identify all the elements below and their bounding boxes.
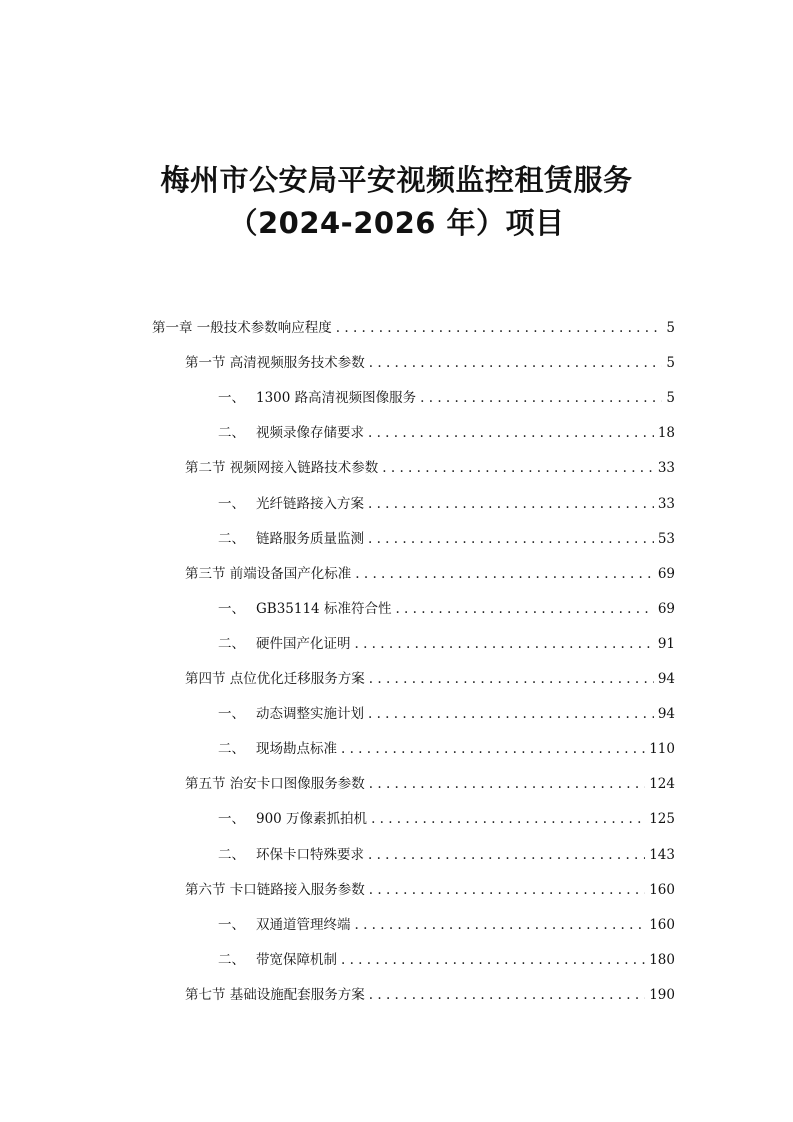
toc-entry-text: 硬件国产化证明 bbox=[256, 635, 351, 652]
toc-entry-page-number: 160 bbox=[649, 916, 675, 933]
toc-leader-dots bbox=[369, 985, 645, 1005]
toc-entry-page-number: 69 bbox=[657, 565, 675, 582]
toc-entry-label bbox=[218, 950, 341, 970]
toc-entry-page-number: 125 bbox=[649, 811, 675, 828]
toc-entry-text: 环保卡口特殊要求 bbox=[256, 846, 364, 863]
toc-entry-text: 第六节 卡口链路接入服务参数 bbox=[185, 881, 365, 898]
toc-entry-page-number: 143 bbox=[649, 846, 675, 863]
toc-entry[interactable] bbox=[218, 950, 675, 970]
toc-entry-text: 双通道管理终端 bbox=[256, 916, 351, 933]
toc-entry-label bbox=[185, 880, 369, 900]
toc-entry-page-number: 110 bbox=[649, 741, 675, 758]
toc-leader-dots bbox=[336, 318, 663, 338]
toc-entry-text: 第三节 前端设备国产化标准 bbox=[185, 565, 352, 582]
toc-entry-page-number: 190 bbox=[649, 986, 675, 1003]
toc-entry[interactable] bbox=[218, 634, 675, 654]
toc-entry-label bbox=[218, 423, 368, 443]
toc-entry-page-number: 124 bbox=[649, 776, 675, 793]
toc-entry-label bbox=[218, 915, 355, 935]
toc-entry[interactable] bbox=[218, 809, 675, 829]
toc-entry[interactable] bbox=[185, 458, 675, 478]
toc-entry-page-number: 5 bbox=[666, 320, 675, 336]
toc-leader-dots bbox=[395, 599, 653, 619]
toc-entry-text: 带宽保障机制 bbox=[256, 951, 337, 968]
toc-entry[interactable] bbox=[218, 494, 675, 514]
toc-leader-dots bbox=[368, 529, 654, 549]
toc-entry-label bbox=[185, 458, 382, 478]
toc-leader-dots bbox=[368, 704, 654, 724]
toc-entry[interactable] bbox=[218, 915, 675, 935]
toc-entry[interactable] bbox=[218, 739, 675, 759]
toc-entry[interactable] bbox=[185, 353, 675, 373]
toc-entry-number: 二、 bbox=[218, 741, 245, 758]
toc-entry-text: 第四节 点位优化迁移服务方案 bbox=[185, 671, 365, 687]
toc-entry-label bbox=[218, 599, 395, 619]
toc-entry-text: 第二节 视频网接入链路技术参数 bbox=[185, 460, 379, 477]
toc-entry[interactable] bbox=[218, 423, 675, 443]
toc-leader-dots bbox=[368, 845, 645, 865]
toc-entry[interactable] bbox=[152, 318, 675, 338]
toc-entry-label bbox=[185, 669, 369, 689]
toc-entry-page-number: 33 bbox=[657, 460, 675, 477]
document-title-line-1: 梅州市公安局平安视频监控租赁服务 bbox=[160, 163, 633, 197]
toc-entry-page-number: 5 bbox=[666, 355, 675, 372]
toc-entry-text: 1300 路高清视频图像服务 bbox=[256, 390, 417, 407]
toc-entry-number: 一、 bbox=[218, 916, 245, 933]
toc-entry-page-number: 33 bbox=[657, 495, 675, 512]
toc-entry-page-number: 94 bbox=[657, 671, 675, 687]
toc-entry-number: 一、 bbox=[218, 600, 245, 617]
toc-leader-dots bbox=[369, 880, 645, 900]
toc-leader-dots bbox=[355, 634, 654, 654]
toc-leader-dots bbox=[420, 388, 662, 408]
toc-entry-page-number: 94 bbox=[657, 706, 675, 723]
toc-leader-dots bbox=[355, 915, 646, 935]
toc-leader-dots bbox=[382, 458, 654, 478]
toc-entry-text: 动态调整实施计划 bbox=[256, 706, 364, 723]
toc-entry-label bbox=[185, 353, 369, 373]
document-title-line-2: （2024-2026 年）项目 bbox=[228, 206, 565, 240]
toc-entry-text: 第一节 高清视频服务技术参数 bbox=[185, 355, 365, 372]
toc-entry-page-number: 91 bbox=[657, 635, 675, 652]
toc-entry-page-number: 53 bbox=[657, 530, 675, 547]
toc-entry-number: 一、 bbox=[218, 706, 245, 723]
toc-entry[interactable] bbox=[218, 529, 675, 549]
toc-entry-number: 二、 bbox=[218, 846, 245, 863]
toc-entry-label bbox=[218, 739, 341, 759]
toc-entry-number: 一、 bbox=[218, 495, 245, 512]
toc-leader-dots bbox=[341, 739, 645, 759]
toc-entry-text: 光纤链路接入方案 bbox=[256, 495, 364, 512]
toc-entry-label bbox=[218, 634, 355, 654]
toc-entry-label bbox=[218, 494, 368, 514]
toc-leader-dots bbox=[368, 423, 654, 443]
toc-entry-text: 第五节 治安卡口图像服务参数 bbox=[185, 776, 365, 793]
toc-entry-label bbox=[218, 809, 371, 829]
toc-entry-label bbox=[152, 318, 336, 338]
toc-entry-number: 二、 bbox=[218, 951, 245, 968]
toc-leader-dots bbox=[369, 353, 663, 373]
toc-leader-dots bbox=[369, 669, 654, 689]
toc-entry-page-number: 69 bbox=[657, 600, 675, 617]
toc-entry-label bbox=[218, 845, 368, 865]
toc-entry[interactable] bbox=[218, 845, 675, 865]
toc-entry[interactable] bbox=[185, 669, 675, 689]
toc-entry-label bbox=[218, 388, 420, 408]
toc-entry-label bbox=[185, 985, 369, 1005]
toc-entry-label bbox=[218, 529, 368, 549]
toc-entry[interactable] bbox=[218, 388, 675, 408]
toc-entry-text: 链路服务质量监测 bbox=[256, 530, 364, 547]
toc-entry-number: 二、 bbox=[218, 635, 245, 652]
toc-leader-dots bbox=[369, 774, 645, 794]
toc-leader-dots bbox=[341, 950, 645, 970]
toc-entry-page-number: 160 bbox=[649, 881, 675, 898]
toc-entry-text: 第七节 基础设施配套服务方案 bbox=[185, 986, 365, 1003]
toc-entry-page-number: 18 bbox=[657, 425, 675, 442]
toc-entry[interactable] bbox=[218, 704, 675, 724]
toc-entry-text: GB35114 标准符合性 bbox=[256, 600, 392, 617]
toc-entry[interactable] bbox=[218, 599, 675, 619]
toc-entry-number: 二、 bbox=[218, 530, 245, 547]
toc-entry-number: 一、 bbox=[218, 811, 245, 828]
toc-entry-label bbox=[218, 704, 368, 724]
toc-leader-dots bbox=[371, 809, 645, 829]
toc-leader-dots bbox=[355, 564, 654, 584]
toc-entry[interactable] bbox=[185, 985, 675, 1005]
toc-entry[interactable] bbox=[185, 774, 675, 794]
toc-entry[interactable] bbox=[185, 880, 675, 900]
toc-entry-number: 一、 bbox=[218, 390, 245, 407]
toc-entry-label bbox=[185, 564, 355, 584]
toc-entry-label bbox=[185, 774, 369, 794]
toc-entry-page-number: 180 bbox=[649, 951, 675, 968]
toc-entry-text: 第一章 一般技术参数响应程度 bbox=[152, 320, 332, 336]
toc-leader-dots bbox=[368, 494, 654, 514]
toc-entry-text: 900 万像素抓拍机 bbox=[256, 811, 368, 828]
toc-entry[interactable] bbox=[185, 564, 675, 584]
toc-entry-text: 现场勘点标准 bbox=[256, 741, 337, 758]
toc-entry-text: 视频录像存储要求 bbox=[256, 425, 364, 442]
toc-entry-page-number: 5 bbox=[666, 390, 675, 407]
toc-entry-number: 二、 bbox=[218, 425, 245, 442]
